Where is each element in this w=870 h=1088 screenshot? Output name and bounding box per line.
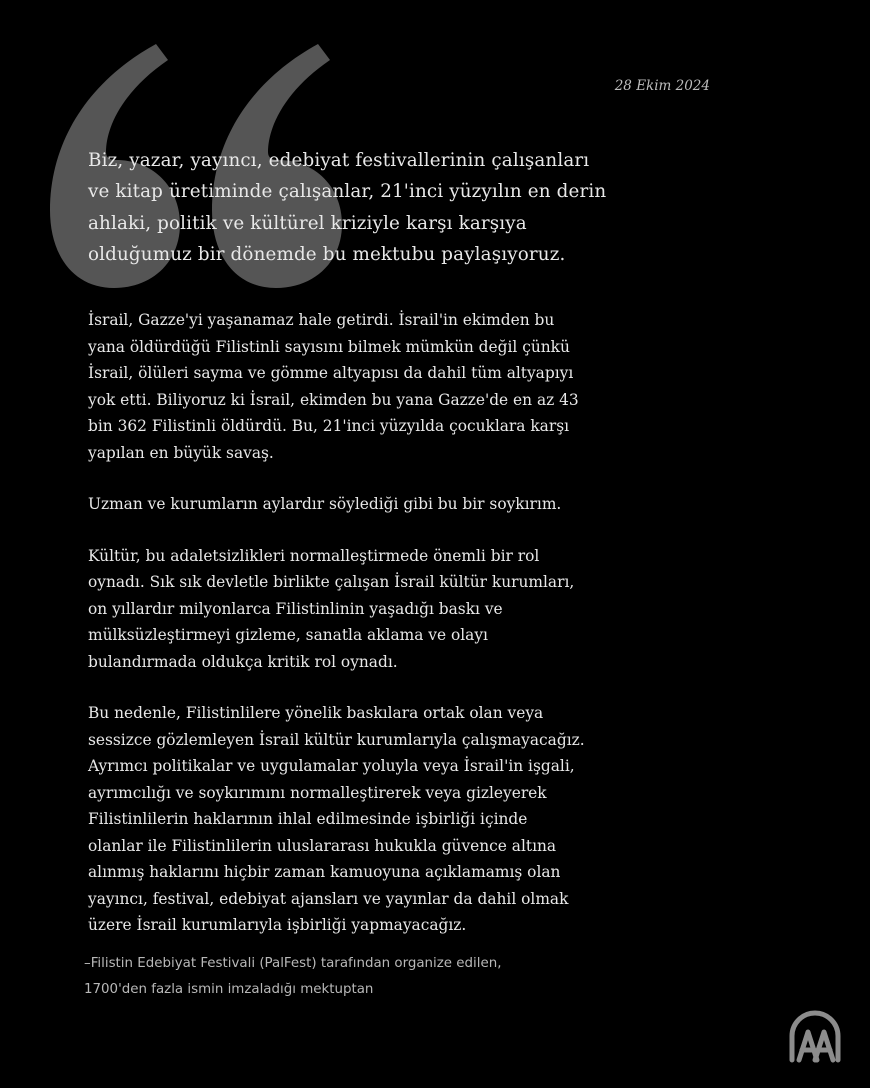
- open-letter: [88, 145, 778, 964]
- paragraph-culture: [88, 543, 778, 676]
- paragraph-line: Bu nedenle, Filistinlilere yönelik baskılara ortak olan veya: [88, 704, 544, 723]
- paragraph-line: alınmış haklarını hiçbir zaman kamuoyuna açıklamamış olan: [88, 863, 561, 882]
- paragraph-line: yana öldürdüğü Filistinli sayısını bilmek mümkün değil çünkü: [88, 337, 570, 356]
- paragraph-line: mülksüzleştirmeyi gizleme, sanatla aklama ve olayı: [88, 626, 488, 645]
- paragraph-line: Uzman ve kurumların aylardır söylediği gibi bu bir soykırım.: [88, 495, 562, 514]
- paragraph-line: yapılan en büyük savaş.: [88, 443, 274, 462]
- lead-line: ve kitap üretiminde çalışanlar, 21'inci yüzyılın en derin: [88, 181, 607, 203]
- paragraph-commitment: [88, 700, 778, 939]
- paragraph-line: sessizce gözlemleyen İsrail kültür kurumlarıyla çalışmayacağız.: [88, 730, 585, 749]
- paragraph-line: Ayrımcı politikalar ve uygulamalar yoluyla veya İsrail'in işgali,: [88, 757, 575, 776]
- letter-date: 28 Ekim 2024: [614, 78, 710, 94]
- paragraph-gaza: [88, 307, 778, 466]
- lead-line: olduğumuz bir dönemde bu mektubu paylaşıyoruz.: [88, 243, 566, 265]
- lead-line: Biz, yazar, yayıncı, edebiyat festivallerinin çalışanları: [88, 150, 590, 171]
- paragraph-line: İsrail, Gazze'yi yaşanamaz hale getirdi. İsrail'in ekimden bu: [88, 311, 555, 330]
- attribution-line: 1700'den fazla ismin imzaladığı mektuptan: [84, 982, 374, 997]
- paragraph-line: ayrımcılığı ve soykırımını normalleştirerek veya gizleyerek: [88, 783, 547, 802]
- lead-line: ahlaki, politik ve kültürel kriziyle karşı karşıya: [88, 212, 527, 234]
- paragraph-line: Filistinlilerin haklarının ihlal edilmesinde işbirliği içinde: [88, 810, 528, 829]
- paragraph-line: bulandırmada oldukça kritik rol oynadı.: [88, 652, 398, 671]
- paragraph-line: üzere İsrail kurumlarıyla işbirliği yapmayacağız.: [88, 916, 467, 935]
- lead-paragraph: [88, 145, 778, 270]
- paragraph-line: oynadı. Sık sık devletle birlikte çalışan İsrail kültür kurumları,: [88, 573, 575, 592]
- paragraph-genocide: [88, 491, 778, 518]
- paragraph-line: Kültür, bu adaletsizlikleri normalleştirmede önemli bir rol: [88, 546, 540, 565]
- paragraph-line: olanlar ile Filistinlilerin uluslararası hukukla güvence altına: [88, 836, 557, 855]
- paragraph-line: yok etti. Biliyoruz ki İsrail, ekimden bu yana Gazze'de en az 43: [88, 390, 579, 409]
- paragraph-line: bin 362 Filistinli öldürdü. Bu, 21'inci yüzyılda çocuklara karşı: [88, 417, 570, 436]
- attribution-line: –Filistin Edebiyat Festivali (PalFest) tarafından organize edilen,: [84, 956, 502, 971]
- paragraph-line: on yıllardır milyonlarca Filistinlinin yaşadığı baskı ve: [88, 599, 503, 618]
- paragraph-line: yayıncı, festival, edebiyat ajansları ve yayınlar da dahil olmak: [88, 889, 569, 908]
- aa-logo-icon: [786, 1010, 844, 1064]
- paragraph-line: İsrail, ölüleri sayma ve gömme altyapısı da dahil tüm altyapıyı: [88, 364, 574, 383]
- attribution: [84, 951, 644, 1003]
